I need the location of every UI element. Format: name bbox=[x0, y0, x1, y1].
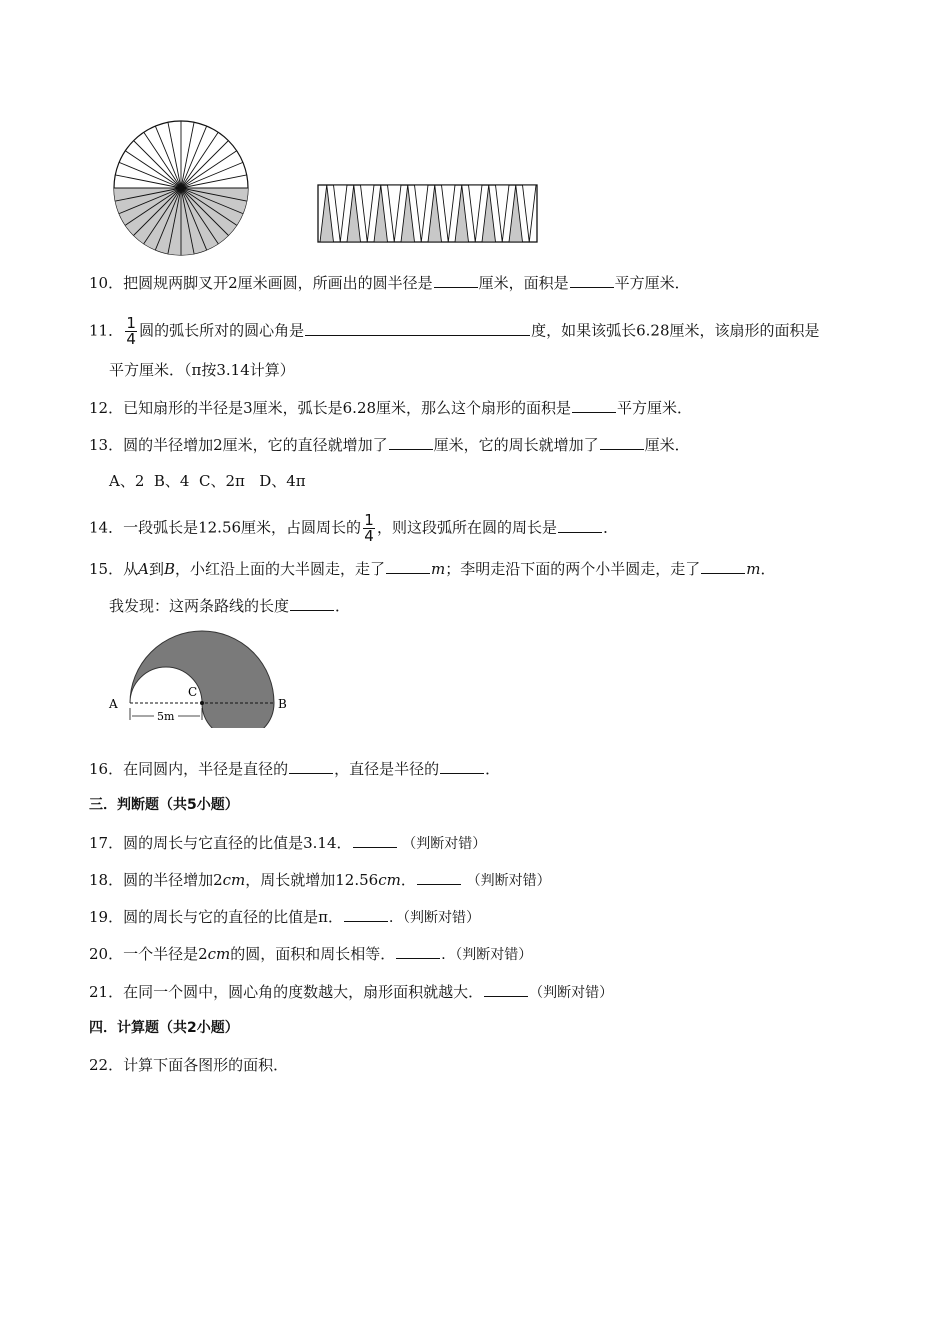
question-15-continued: 我发现：这两条路线的长度 ． bbox=[109, 597, 351, 615]
label-5m: 5m bbox=[157, 710, 175, 723]
answer-blank[interactable] bbox=[434, 272, 478, 288]
answer-blank[interactable] bbox=[417, 869, 461, 885]
section-4-title: 四．计算题（共2小题） bbox=[89, 1020, 239, 1036]
question-12: 12．已知扇形的半径是3厘米，弧长是6.28厘米，那么这个扇形的面积是 平方厘米． bbox=[89, 399, 693, 417]
answer-blank[interactable] bbox=[386, 558, 430, 574]
question-18: 18．圆的半径增加2cm，周长就增加12.56cm． （判断对错） bbox=[89, 871, 551, 889]
fraction-one-quarter: $\frac{1}{4}$ bbox=[126, 314, 136, 348]
section-3-title: 三．判断题（共5小题） bbox=[89, 797, 239, 813]
answer-blank[interactable] bbox=[701, 558, 745, 574]
label-a: A bbox=[109, 697, 118, 711]
answer-blank[interactable] bbox=[389, 434, 433, 450]
question-11: 11． $\frac{1}{4}$ 圆的弧长所对的圆心角是 度，如果该弧长6.28厘米，该扇形的面积是 bbox=[89, 314, 820, 348]
question-20: 20．一个半径是2cm的圆，面积和周长相等． ．（判断对错） bbox=[89, 945, 533, 963]
answer-blank[interactable] bbox=[440, 758, 484, 774]
answer-blank[interactable] bbox=[484, 981, 528, 997]
answer-blank[interactable] bbox=[396, 943, 440, 959]
question-16: 16．在同圆内，半径是直径的 ，直径是半径的 ． bbox=[89, 760, 501, 778]
question-17: 17．圆的周长与它直径的比值是3.14． （判断对错） bbox=[89, 834, 487, 852]
rearranged-rectangle bbox=[318, 185, 537, 242]
question-22: 22．计算下面各图形的面积． bbox=[89, 1056, 289, 1074]
divided-circle bbox=[114, 121, 248, 255]
answer-blank[interactable] bbox=[570, 272, 614, 288]
answer-blank[interactable] bbox=[353, 832, 397, 848]
answer-blank[interactable] bbox=[305, 320, 530, 336]
answer-blank[interactable] bbox=[290, 595, 334, 611]
circle-rearrangement-figure bbox=[108, 115, 540, 260]
question-14: 14．一段弧长是12.56厘米，占圆周长的 $\frac{1}{4}$ ，则这段弧所在圆的周长是 ． bbox=[89, 511, 619, 545]
question-13: 13．圆的半径增加2厘米，它的直径就增加了 厘米，它的周长就增加了 厘米． bbox=[89, 436, 690, 454]
semicircle-path-figure bbox=[104, 628, 304, 728]
question-15: 15．从A到B，小红沿上面的大半圆走，走了 m；李明走沿下面的两个小半圆走，走了 m． bbox=[89, 560, 776, 578]
answer-blank[interactable] bbox=[558, 517, 602, 533]
label-c: C bbox=[188, 685, 198, 699]
answer-blank[interactable] bbox=[600, 434, 644, 450]
label-b: B bbox=[278, 697, 287, 711]
fraction-one-quarter: $\frac{1}{4}$ bbox=[364, 511, 374, 545]
answer-blank[interactable] bbox=[572, 397, 616, 413]
question-11-continued: 平方厘米．（π按3.14计算） bbox=[109, 361, 295, 379]
question-10: 10．把圆规两脚叉开2厘米画圆，所画出的圆半径是 厘米，面积是 平方厘米． bbox=[89, 274, 690, 292]
answer-blank[interactable] bbox=[289, 758, 333, 774]
question-21: 21．在同一个圆中，圆心角的度数越大，扇形面积就越大． （判断对错） bbox=[89, 983, 614, 1001]
question-19: 19．圆的周长与它的直径的比值是π． ．（判断对错） bbox=[89, 908, 480, 926]
question-13-options: A、2 B、4 C、2π D、4π bbox=[109, 472, 306, 490]
answer-blank[interactable] bbox=[344, 906, 388, 922]
